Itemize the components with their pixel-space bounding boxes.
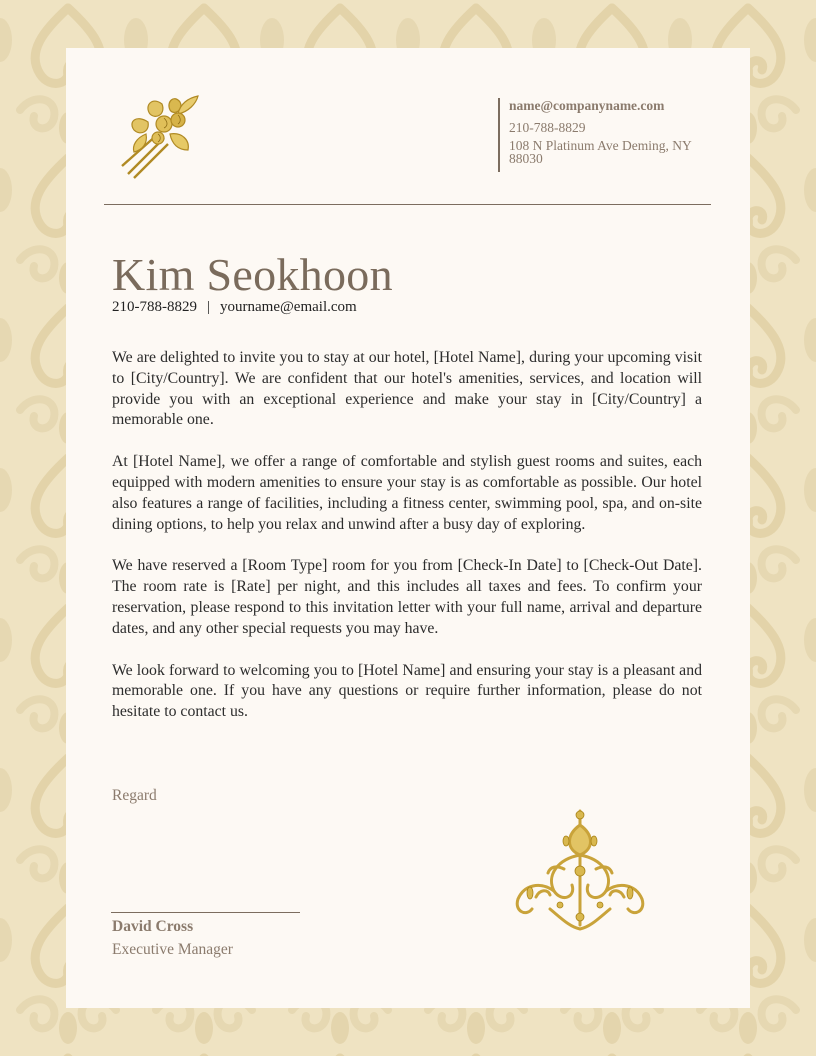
sender-separator: | (207, 299, 211, 315)
flower-bouquet-logo-icon (118, 94, 202, 180)
company-phone: 210-788-8829 (509, 120, 586, 135)
company-address: 108 N Platinum Ave Deming, NY 88030 (509, 138, 692, 166)
sender-contact-line (112, 299, 357, 316)
company-contact-block (498, 98, 728, 172)
sender-email[interactable]: yourname@email.com (220, 299, 357, 315)
letter-sheet (66, 48, 750, 1008)
sender-phone: 210-788-8829 (112, 299, 197, 315)
header-divider (104, 204, 711, 205)
company-email[interactable]: name@companyname.com (509, 98, 665, 113)
body-paragraph: We look forward to welcoming you to [Hotel Name] and ensuring your stay is a pleasant and memorable one. If you have any questions or require further information, please do not hesitate to contact us. (112, 661, 702, 721)
signatory-title: Executive Manager (112, 941, 233, 958)
body-paragraph: We are delighted to invite you to stay at our hotel, [Hotel Name], during your upcoming visit to [City/Country]. We are confident that our hotel's amenities, services, and location will provide you with an exceptional experience and make your stay in [City/Country] a memorable one. (112, 349, 702, 429)
signature-line (111, 912, 300, 913)
body-paragraph: At [Hotel Name], we offer a range of comfortable and stylish guest rooms and suites, each equipped with modern amenities to ensure your stay is as comfortable as possible. Our hotel also features a range of facilities, including a fitness center, swimming pool, spa, and on-site dining options, to help you relax and unwind after a busy day of exploring. (112, 453, 702, 533)
letter-body (112, 348, 702, 744)
signatory-name: David Cross (112, 918, 194, 935)
sender-name: Kim Seokhoon (112, 249, 393, 300)
closing-salutation: Regard (112, 787, 157, 804)
gold-damask-ornament-icon (510, 805, 650, 935)
body-paragraph: We have reserved a [Room Type] room for you from [Check-In Date] to [Check-Out Date]. The room rate is [Rate] per night, and this includes all taxes and fees. To confirm your reservation, please respond to this invitation letter with your full name, arrival and departure dates, and any other special requests you may have. (112, 557, 702, 637)
